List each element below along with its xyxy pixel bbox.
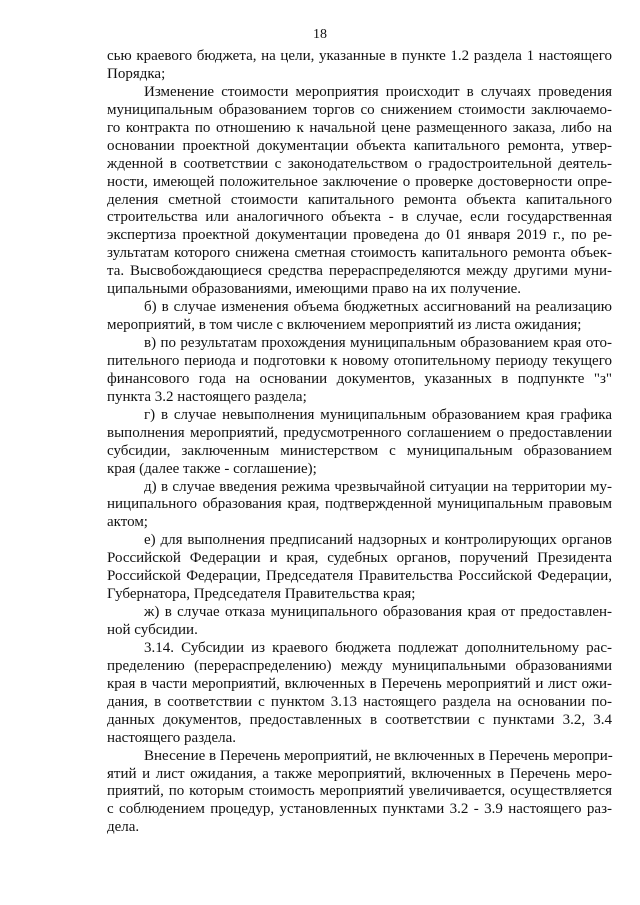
text-line: дела. [107,819,140,836]
paragraph-first-line: б) в случае изменения объема бюджетных ассигнований на реализацию [144,299,612,316]
text-line: Губернатора, Председателя Правительства края; [107,586,416,603]
text-line: ниципального образования края, подтвержденной муниципальным правовым [107,496,612,513]
text-line: ности, имеющей положительное заключение о проверке достоверности опре- [107,173,612,190]
paragraph-first-line: в) по результатам прохождения муниципальным образованием края ото- [144,335,612,351]
text-line: финансового года на основании документов, указанных в подпункте "з" [107,370,612,387]
text-line: настоящего раздела. [107,729,237,746]
text-line: данных документов, предоставленных в соответствии с пунктами 3.2, 3.4 [107,711,612,728]
text-line: Порядка; [107,65,166,82]
text-line: пункта 3.2 настоящего раздела; [107,388,307,405]
text-line: Российской Федерации и края, судебных органов, поручений Президента [107,550,612,567]
text-line: Российской Федерации, Председателя Правительства Российской Федерации, [107,568,612,585]
text-line: ципальными образованиями, имеющими право на их получение. [107,281,522,298]
paragraph-first-line: д) в случае введения режима чрезвычайной ситуации на территории му- [144,478,612,495]
text-line: го контракта по отношению к начальной цене размещенного заказа, либо на [107,119,612,136]
text-line: строительства или аналогичного объекта - в случае, если государственная [107,209,612,226]
document-body [107,48,612,837]
paragraph-first-line: 3.14. Субсидии из краевого бюджета подлежат дополнительному рас- [144,639,612,656]
text-line: ятий и лист ожидания, а также мероприятий, включенных в Перечень меро- [107,765,612,782]
text-line: жденной в соответствии с законодательством о градостроительной деятель- [107,155,612,172]
text-line: дания, в соответствии с пунктом 3.13 настоящего раздела на основании по- [107,693,612,710]
text-line: выполнения мероприятий, предусмотренного соглашением о предоставлении [107,424,612,441]
text-line: пределению (перераспределению) между муниципальными образованиями [107,657,612,674]
text-line: деления сметной стоимости капитального ремонта объекта капитального [107,191,612,208]
text-line: муниципальным образованием торгов со снижением стоимости заключаемо- [107,101,612,118]
text-line: актом; [107,514,148,531]
text-line: пительного периода и подготовки к новому отопительному периоду текущего [107,352,612,369]
text-line: та. Высвобождающиеся средства перераспределяются между другими муни- [107,263,612,280]
text-line: субсидии, заключенным министерством с муниципальным образованием [107,442,612,459]
text-line: сью краевого бюджета, на цели, указанные в пункте 1.2 раздела 1 настоящего [107,48,612,64]
text-line: мероприятий, в том числе с включением мероприятий из листа ожидания; [107,317,582,334]
text-line: с соблюдением процедур, установленных пунктами 3.2 - 3.9 настоящего раз- [107,801,612,818]
paragraph-first-line: г) в случае невыполнения муниципальным образованием края графика [144,406,612,423]
paragraph-first-line: ж) в случае отказа муниципального образования края от предоставлен- [144,604,612,621]
paragraph-first-line: Изменение стоимости мероприятия происходит в случаях проведения [144,83,612,100]
page-number: 18 [313,27,327,42]
text-line: экспертиза проектной документации проведена до 01 января 2019 г., по ре- [107,227,612,244]
text-line: края (далее также - соглашение); [107,460,317,477]
text-line: приятий, по которым стоимость мероприятий увеличивается, осуществляется [107,783,612,800]
paragraph-first-line: е) для выполнения предписаний надзорных и контролирующих органов [144,532,612,549]
text-line: края в части мероприятий, включенных в Перечень мероприятий и лист ожи- [107,675,612,692]
text-line: ной субсидии. [107,622,198,638]
paragraph-first-line: Внесение в Перечень мероприятий, не включенных в Перечень меропри- [144,747,613,764]
text-line: зультатам которого снижена сметная стоимость капитального ремонта объек- [107,245,612,262]
text-line: основании проектной документации объекта капитального ремонта, утвер- [107,137,612,154]
